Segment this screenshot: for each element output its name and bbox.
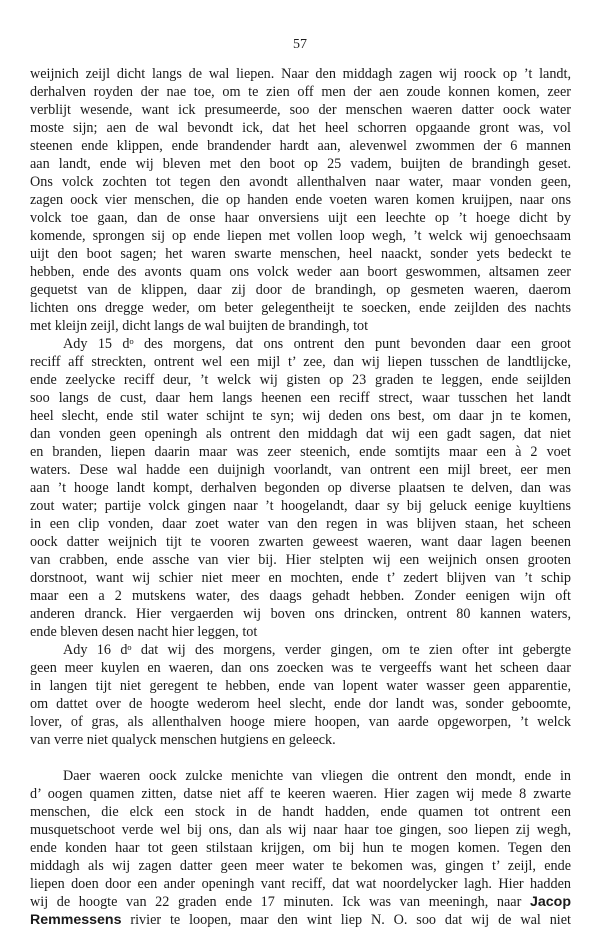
text-line: Ady 16 dᵒ dat wij des morgens, verder gingen, om te zien ofter int gebergte [63,642,571,658]
text-line: en branden, liepen daarin maar was zeer steenich, ende somtijts maar een à 2 voet [30,444,571,460]
text-line: verblijt wesende, want ick presumeerde, soo der menschen waeren datter oock water [30,102,571,118]
line-text: wij de hoogte van 22 graden ende 17 minuten. Ick was van meeningh, naar [30,894,522,910]
text-line: lover, of gras, als allenthalven hooge miere hoopen, van aarde opgeworpen, ’t welck [30,714,571,730]
text-line: zagen oock vier menschen, die op handen ende voeten waren komen kruijpen, naar ons [30,192,571,208]
text-line: menschen, die elck een stock in de handt hadden, ende quamen tot ontrent een [30,804,571,820]
text-line: in een clip vonden, daar zoet water van den regen in was blijven staan, het scheen [30,516,571,532]
text-line: oock datter weijnich tijt te vooren zwarten geweest waeren, want daar lagen beenen [30,534,571,550]
text-line: d’ oogen quamen zitten, datse niet aff te keeren waeren. Hier zagen wij mede 8 zwarte [30,786,571,802]
text-line: heel slecht, ende stil water schijnt te syn; wij deden ons best, om daar jn te komen, [30,408,571,424]
text-line: lichten ons dregge weder, om beter gelegentheijt te soecken, ende zeijlden des nachts [30,300,571,316]
line-text: rivier te loopen, maar den wint liep N. O. soo dat wij de wal niet [130,912,571,928]
text-line: Daer waeren oock zulcke menichte van vliegen die ontrent den mondt, ende in [63,768,571,784]
text-line: geen meer kuylen en waeren, dan ons zoecken was te vergeeffs want het scheen daar [30,660,571,676]
paragraph-3 [30,641,571,749]
text-line: hebben, ende des avonts quam ons volck weder aan boort geswommen, altsamen zeer [30,264,571,280]
text-line: steenen ende klippen, ende brandender hardt aan, alevenwel zwommen der 6 mannen [30,138,571,154]
text-line: van verre niet qualyck menschen hutgiens en geleeck. [30,732,336,748]
text-line: met kleijn zeijl, dicht langs de wal buijten de brandingh, tot [30,318,369,334]
text-line: musquetschoot verde wel bij ons, dan als wij naar haar toe gingen, soo liepen zij wegh, [30,822,571,838]
text-line-with-name [30,893,571,911]
bold-name: Remmessens [30,912,122,928]
text-line: zout water; partije volck gingen naar ’t hoogelandt, daar sy bij geluck eenige kuyltiens [30,498,571,514]
text-line: om dattet over de hoogte wederom heel slecht, ende dor landt was, sonder geboomte, [30,696,571,712]
text-line: aan ’t hooge landt kompt, derhalven begonden op diverse plaatsen te delven, dan was [30,480,571,496]
text-line: waters. Dese wal hadde een duijnigh voorlandt, van ontrent een mijl breet, eer men [30,462,571,478]
text-line: liepen doen door een ander openingh vant reciff, dat wat noordelycker lagh. Hier hadden [30,876,571,892]
text-line: maar een a 2 mutskens water, des daags gehadt hebben. Zonder eenigen wijn oft [30,588,571,604]
page-number: 57 [293,37,307,52]
text-line: Ons volck zochten tot tegen den avondt allenthalven naar water, maar vonden geen, [30,174,571,190]
text-line: derhalven royden der nae toe, om te zien off men der aen zoude konnen komen, zeer [30,84,571,100]
text-line: volck toe gaan, dan de onse haar onversiens uijt een leechte op ’t hoege dicht by [30,210,571,226]
text-line: komende, sprongen sij op ende liepen met vollen loop wegh, ’t welck wij genoechsaam [30,228,571,244]
text-line: dorstnoot, want wij schier niet meer en mochten, ende t’ zedert blijven van ’t schip [30,570,571,586]
text-line: reciff aff streckten, ontrent wel een mijl t’ zee, dan wij liepen tusschen de landtlijcke, [30,354,571,370]
text-line: aan landt, ende wij bleven met den boot op 25 vadem, buijten de brandingh geset. [30,156,571,172]
text-line: moste sijn; aen de wal bevondt ick, dat het heel schorren opgaande gront was, vol [30,120,571,136]
paragraph-4 [30,767,571,929]
text-line: Ady 15 dᵒ des morgens, dat ons ontrent den punt bevonden daar een groot [63,336,571,352]
paragraph-1 [30,65,571,335]
text-line: middagh als wij zagen datter geen meer water te bekomen was, gingen t’ zeijl, ende [30,858,571,874]
text-line: ende zeelycke reciff deur, ’t welck wij gisten op 23 graden te leggen, ende seijlden [30,372,571,388]
text-line-with-name [30,911,571,929]
text-line: in langen tijt niet geregent te hebben, ende van lopent water wasser geen apparentie, [30,678,571,694]
text-line: weijnich zeijl dicht langs de wal liepen. Naar den middagh zagen wij roock op ’t landt, [30,66,571,82]
bold-name: Jacop [530,894,572,910]
paragraph-2 [30,335,571,641]
text-line: anderen dranck. Hier vergaerden wij boven ons drincken, ontrent 80 kannen waters, [30,606,571,622]
text-line: van crabben, ende assche van vier bij. Hier stelpten wij een weijnich onsen grooten [30,552,571,568]
text-line: gequetst van de klippen, daar zij door de brandingh, op gesmeten waeren, daerom [30,282,571,298]
text-line: ende konden haar tot geen stilstaan krijgen, om bij hun te mogen komen. Tegen den [30,840,571,856]
text-line: ende bleven desen nacht hier leggen, tot [30,624,258,640]
text-line: uijt den boot sagen; het waren swarte menschen, heel naackt, sonder yets bedeckt te [30,246,571,262]
text-line: dan vonden geen openingh als ontrent den middagh dat wij een gadt sagen, dat niet [30,426,571,442]
text-body [30,65,571,929]
text-line: soo langs de cust, daar hem langs heenen een reciff strect, waar tusschen het landt [30,390,571,406]
